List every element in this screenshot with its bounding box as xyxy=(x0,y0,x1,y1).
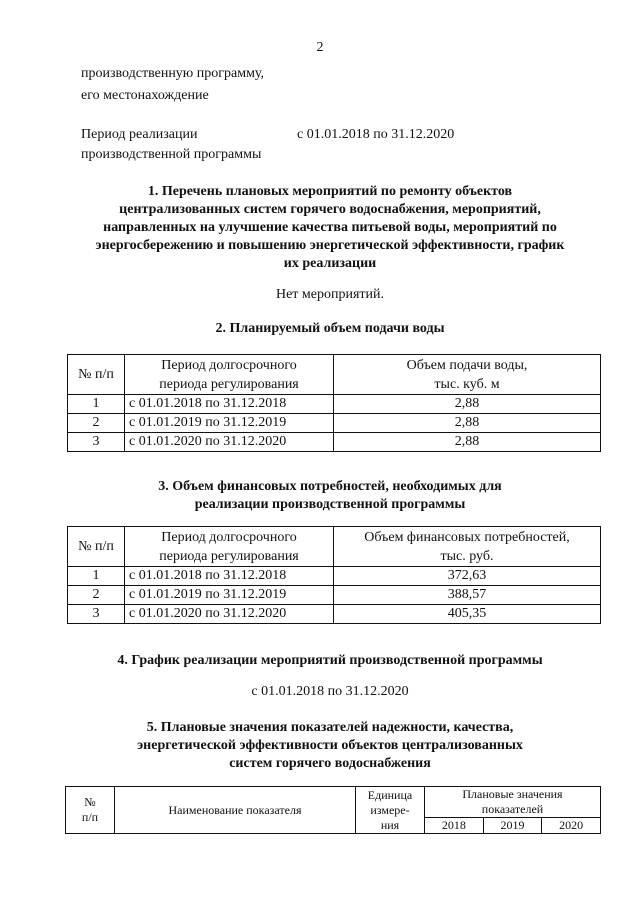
header-year: 2018 xyxy=(425,818,484,834)
section-1-note: Нет мероприятий. xyxy=(275,287,385,302)
section-1-title-line: энергосбережению и повышению энергетической эффективности, график xyxy=(95,238,565,253)
header-num xyxy=(66,787,115,834)
header-period-line-1: Период долгосрочного xyxy=(161,529,297,545)
cell-num: 1 xyxy=(68,567,125,586)
section-5-title-line: 5. Плановые значения показателей надежности, качества, xyxy=(146,720,514,735)
cell-period: с 01.01.2018 по 31.12.2018 xyxy=(125,395,334,414)
header-value xyxy=(334,355,601,395)
section-3-title-line-2: реализации производственной программы xyxy=(194,497,466,512)
page-number: 2 xyxy=(316,40,324,55)
header-planned-line-1: Плановые значения xyxy=(462,787,563,801)
section-2-title: 2. Планируемый объем подачи воды xyxy=(215,321,445,336)
header-period-line-2: периода регулирования xyxy=(159,548,299,564)
header-unit-line-1: Единица xyxy=(367,787,413,802)
section-1-title xyxy=(60,183,600,273)
table-header-row xyxy=(66,787,601,818)
table-row xyxy=(68,433,601,452)
section-3-title-line-1: 3. Объем финансовых потребностей, необходимых для xyxy=(158,479,502,494)
cell-period: с 01.01.2019 по 31.12.2019 xyxy=(125,414,334,433)
table-row xyxy=(68,567,601,586)
header-planned-values xyxy=(425,787,601,818)
header-period-line-2: периода регулирования xyxy=(159,376,299,392)
header-indicator-name: Наименование показателя xyxy=(115,787,356,834)
cell-num: 3 xyxy=(68,433,125,452)
cell-value: 2,88 xyxy=(334,395,601,414)
header-period xyxy=(125,355,334,395)
cell-period: с 01.01.2018 по 31.12.2018 xyxy=(125,567,334,586)
section-5-title xyxy=(60,719,600,773)
intro-line-2: его местонахождение xyxy=(81,88,209,103)
cell-num: 1 xyxy=(68,395,125,414)
indicators-table xyxy=(65,786,601,834)
financial-needs-table xyxy=(67,526,601,624)
header-year: 2019 xyxy=(483,818,542,834)
header-value-line-1: Объем подачи воды, xyxy=(406,357,528,373)
header-year: 2020 xyxy=(542,818,601,834)
table-header-row xyxy=(68,355,601,395)
table-row xyxy=(68,414,601,433)
header-value-line-2: тыс. руб. xyxy=(440,548,494,564)
cell-period: с 01.01.2020 по 31.12.2020 xyxy=(125,433,334,452)
cell-value: 388,57 xyxy=(334,586,601,605)
water-supply-table xyxy=(67,354,601,452)
header-planned-line-2: показателей xyxy=(481,802,544,816)
table-row xyxy=(68,395,601,414)
header-num-line-1: № xyxy=(84,795,96,809)
cell-value: 372,63 xyxy=(334,567,601,586)
header-unit-line-3: ния xyxy=(380,817,400,832)
cell-period: с 01.01.2020 по 31.12.2020 xyxy=(125,605,334,624)
header-unit xyxy=(356,787,425,834)
cell-value: 405,35 xyxy=(334,605,601,624)
cell-value: 2,88 xyxy=(334,433,601,452)
cell-value: 2,88 xyxy=(334,414,601,433)
header-num: № п/п xyxy=(68,355,125,395)
header-value-line-1: Объем финансовых потребностей, xyxy=(364,529,570,545)
header-period-line-1: Период долгосрочного xyxy=(161,357,297,373)
header-unit-line-2: измере- xyxy=(370,802,410,817)
table-row xyxy=(68,586,601,605)
section-5-title-line: систем горячего водоснабжения xyxy=(229,756,431,771)
header-num-line-2: п/п xyxy=(81,810,99,824)
section-4-title: 4. График реализации мероприятий производственной программы xyxy=(117,653,543,668)
section-1-title-line: их реализации xyxy=(283,256,377,271)
section-5-title-line: энергетической эффективности объектов централизованных xyxy=(137,738,523,753)
cell-num: 3 xyxy=(68,605,125,624)
period-label-line-1: Период реализации xyxy=(81,127,198,142)
period-value: с 01.01.2018 по 31.12.2020 xyxy=(297,127,455,142)
section-1-title-line: централизованных систем горячего водоснабжения, мероприятий, xyxy=(119,202,541,217)
intro-line-1: производственную программу, xyxy=(81,66,265,81)
table-row xyxy=(68,605,601,624)
header-value xyxy=(334,527,601,567)
section-1-title-line: 1. Перечень плановых мероприятий по ремонту объектов xyxy=(147,184,513,199)
cell-num: 2 xyxy=(68,414,125,433)
section-4-period: с 01.01.2018 по 31.12.2020 xyxy=(251,684,409,699)
section-3-title xyxy=(60,478,600,514)
cell-num: 2 xyxy=(68,586,125,605)
cell-period: с 01.01.2019 по 31.12.2019 xyxy=(125,586,334,605)
period-label-line-2: производственной программы xyxy=(81,147,262,162)
table-header-row xyxy=(68,527,601,567)
header-period xyxy=(125,527,334,567)
section-1-title-line: направленных на улучшение качества питьевой воды, мероприятий по xyxy=(103,220,557,235)
header-num: № п/п xyxy=(68,527,125,567)
header-value-line-2: тыс. куб. м xyxy=(434,376,500,392)
